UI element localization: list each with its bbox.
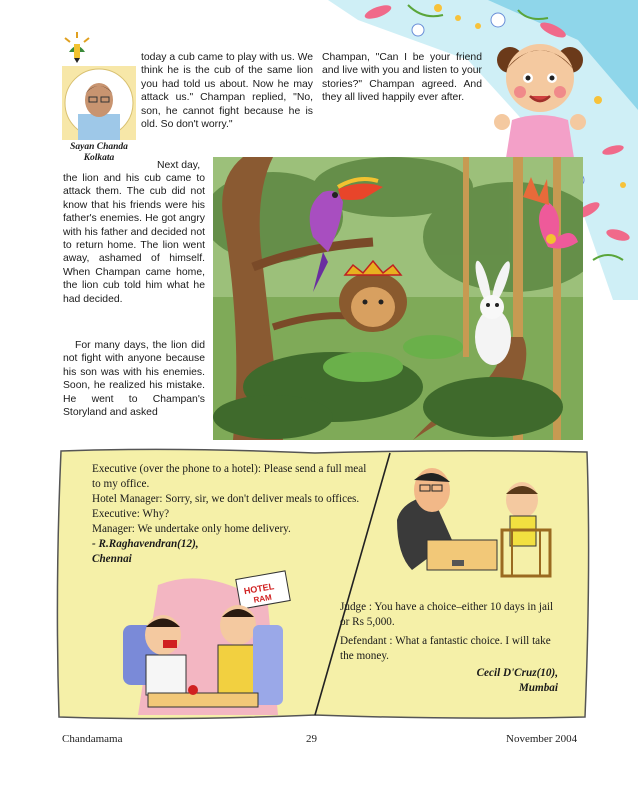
- courtroom-cartoon: [392, 460, 562, 580]
- girl-cartoon: [492, 30, 588, 158]
- hotel-sign-line1: HOTEL: [243, 581, 275, 597]
- joke1-credit-city: Chennai: [92, 553, 132, 565]
- joke2-credit-name: Cecil D'Cruz(10),: [476, 667, 558, 679]
- story-col1-top: today a cub came to play with us. We think he is the cub of the same lion you had told us about. Now he may attack us." Champan replied, "No, son, he cannot fight because he is old. So don't worry.": [141, 52, 313, 131]
- joke1-text: [92, 462, 374, 567]
- joke2-line1: Judge : You have a choice–either 10 days in jail or Rs 5,000.: [340, 601, 554, 628]
- joke1-line1: Executive (over the phone to a hotel): Please send a full meal to my office.: [92, 463, 367, 490]
- author-portrait-frame: [62, 66, 136, 140]
- footer-page-number: 29: [306, 733, 317, 745]
- joke2-text: [340, 600, 558, 696]
- forest-illustration: [213, 157, 583, 440]
- hotel-sign-line2: RAM: [252, 592, 273, 605]
- footer-magazine-name: Chandamama: [62, 733, 123, 745]
- pencil-logo-icon: [60, 30, 94, 64]
- phone-call-cartoon: [118, 565, 298, 715]
- footer-issue-date: November 2004: [506, 733, 578, 745]
- author-city: Kolkata: [83, 153, 115, 163]
- joke2-line2: Defendant : What a fantastic choice. I will take the money.: [340, 635, 551, 662]
- author-photo: [62, 66, 136, 140]
- story-col1-indent: Next day,: [157, 160, 201, 171]
- joke1-line4: Manager: We undertake only home delivery.: [92, 523, 291, 535]
- author-caption: [56, 142, 142, 164]
- author-name: Sayan Chanda: [70, 142, 128, 152]
- story-left-para2: For many days, the lion did not fight with anyone because his son was with his enemies. Soon, he realized his mistake. He went to Champan's Storyland and asked: [63, 340, 205, 419]
- story-left-para1: the lion and his cub came to attack them. The cub did not know that his friends were his father's enemies. He got angry with his father and decided not to return home. The lion went away, ashamed of himself. When Champan came home, the lion cub told him what he had decided.: [63, 173, 205, 305]
- joke2-credit-city: Mumbai: [518, 682, 558, 694]
- joke1-credit-name: - R.Raghavendran(12),: [92, 538, 199, 550]
- story-col2: Champan, "Can I be your friend and live with you and listen to your stories?" Champan agreed. And they all lived happily ever after.: [322, 52, 482, 104]
- joke1-line2: Hotel Manager: Sorry, sir, we don't deliver meals to offices.: [92, 493, 360, 505]
- joke1-line3: Executive: Why?: [92, 508, 170, 520]
